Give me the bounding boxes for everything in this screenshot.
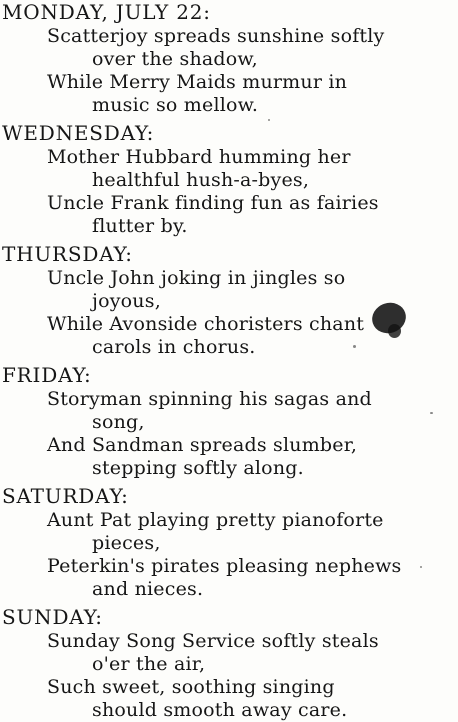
print-speck xyxy=(353,345,356,348)
verse-line: While Avonside choristers chant xyxy=(47,313,365,335)
verse-line: Aunt Pat playing pretty pianoforte xyxy=(47,509,384,531)
verse-line-continued: flutter by. xyxy=(92,215,188,237)
verse-line-continued: song, xyxy=(92,411,145,433)
verse-line-continued: music so mellow. xyxy=(92,94,259,116)
verse-line: Storyman spinning his sagas and xyxy=(47,388,372,410)
verse-line: While Merry Maids murmur in xyxy=(47,71,348,93)
verse-line-continued: should smooth away care. xyxy=(92,699,348,721)
day-heading-friday: FRIDAY: xyxy=(2,363,92,387)
print-speck xyxy=(420,566,422,568)
verse-line: Peterkin's pirates pleasing nephews xyxy=(47,555,402,577)
verse-line-continued: carols in chorus. xyxy=(92,336,256,358)
day-heading-sunday: SUNDAY: xyxy=(2,605,103,629)
verse-line: Uncle John joking in jingles so xyxy=(47,267,346,289)
verse-line-continued: stepping softly along. xyxy=(92,457,304,479)
verse-line-continued: joyous, xyxy=(92,290,161,312)
verse-line: Such sweet, soothing singing xyxy=(47,676,335,698)
day-heading-monday: MONDAY, JULY 22: xyxy=(2,0,211,24)
verse-line-continued: o'er the air, xyxy=(92,653,206,675)
print-speck xyxy=(430,412,433,414)
verse-line: Uncle Frank finding fun as fairies xyxy=(47,192,379,214)
ink-blot-drip xyxy=(388,324,401,338)
day-heading-wednesday: WEDNESDAY: xyxy=(2,121,155,145)
verse-line-continued: healthful hush-a-byes, xyxy=(92,169,310,191)
verse-line-continued: pieces, xyxy=(92,532,161,554)
verse-line: Mother Hubbard humming her xyxy=(47,146,351,168)
day-heading-saturday: SATURDAY: xyxy=(2,484,129,508)
verse-line: And Sandman spreads slumber, xyxy=(47,434,358,456)
print-speck xyxy=(268,119,270,121)
verse-line: Sunday Song Service softly steals xyxy=(47,630,379,652)
verse-line-continued: and nieces. xyxy=(92,578,204,600)
verse-line-continued: over the shadow, xyxy=(92,48,258,70)
day-heading-thursday: THURSDAY: xyxy=(2,242,133,266)
verse-line: Scatterjoy spreads sunshine softly xyxy=(47,25,385,47)
